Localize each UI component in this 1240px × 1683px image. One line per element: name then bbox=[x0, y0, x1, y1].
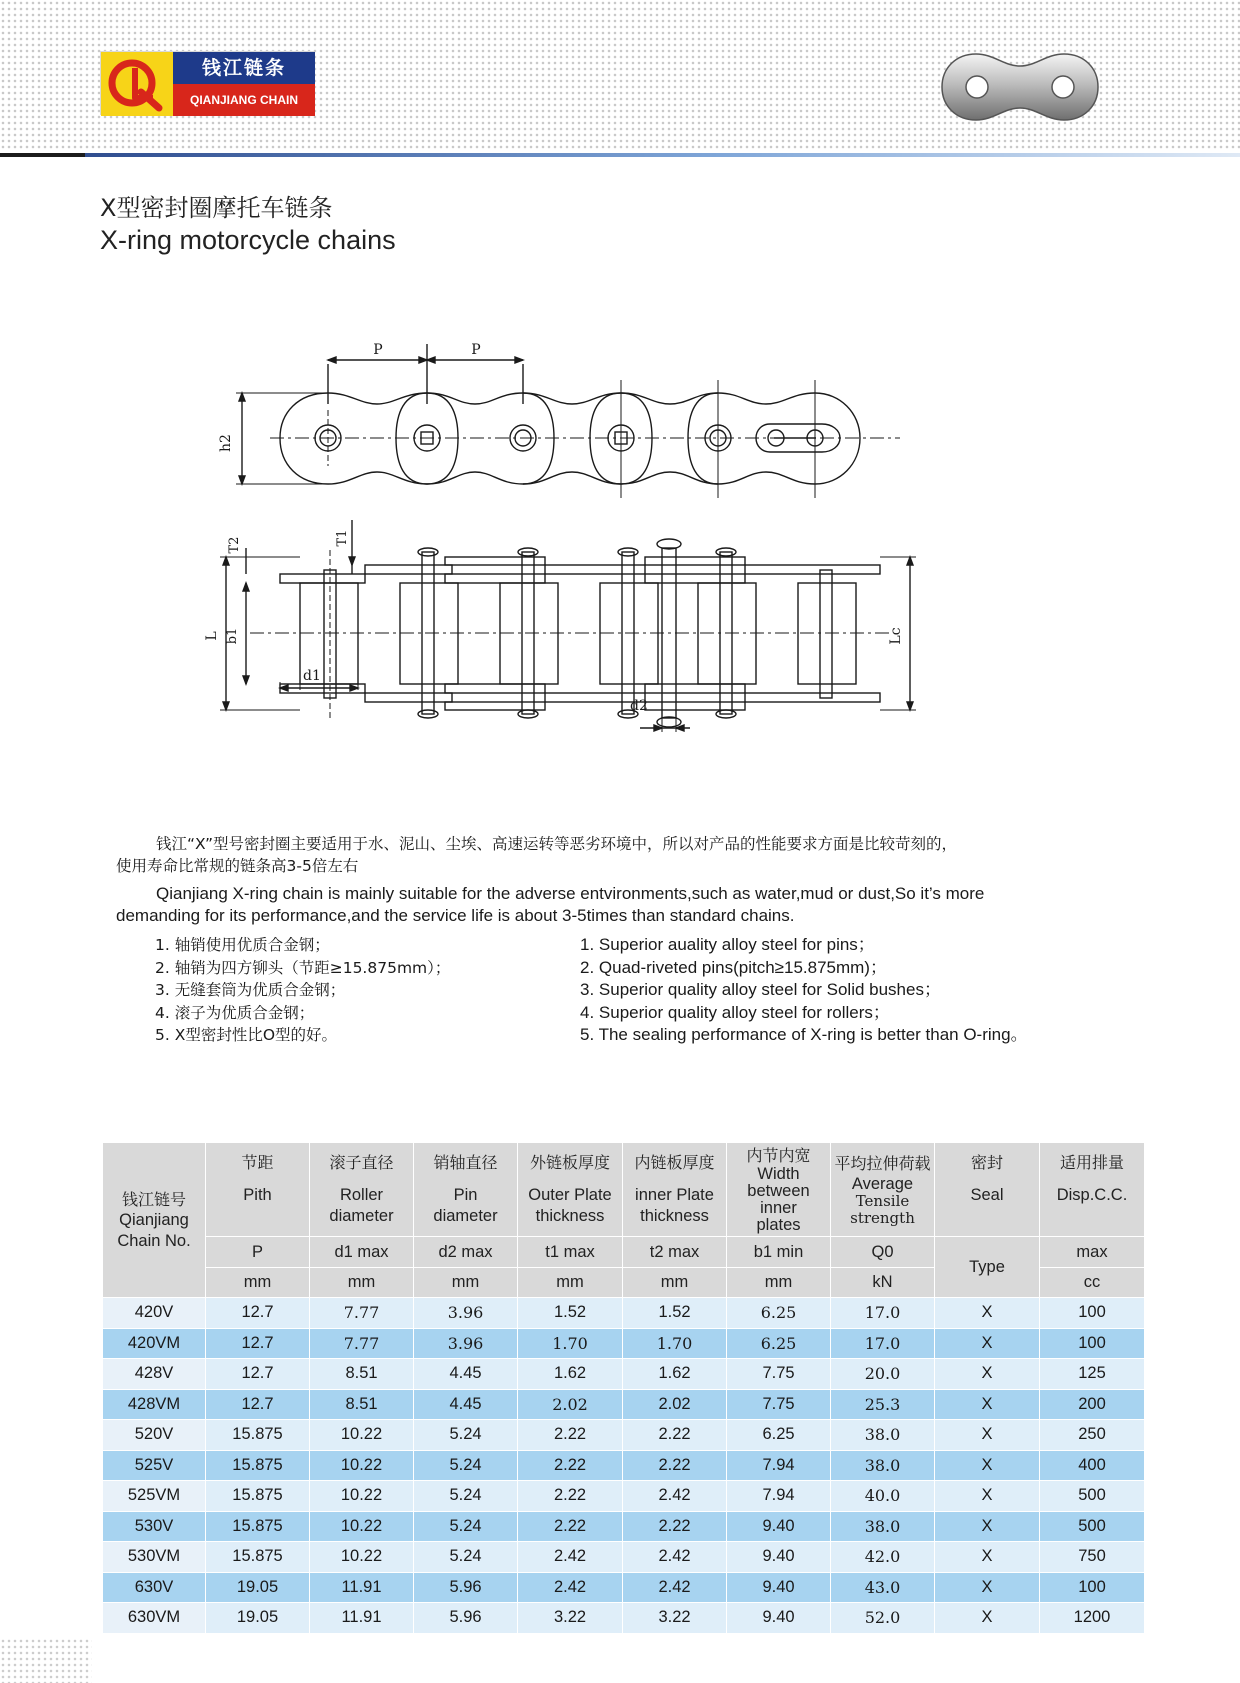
cell-seal: X bbox=[935, 1603, 1040, 1634]
description-en-line-2: demanding for its performance,and the service life is about 3-5times than standard chains. bbox=[116, 906, 795, 925]
col-header-roller-en1: Roller bbox=[339, 1186, 384, 1204]
cell-width: 9.40 bbox=[727, 1603, 831, 1634]
cell-seal: X bbox=[935, 1572, 1040, 1603]
cell-disp: 100 bbox=[1040, 1298, 1145, 1329]
description-en bbox=[116, 883, 1126, 927]
feature-item-cn: 5. X型密封性比O型的好。 bbox=[155, 1026, 338, 1045]
cell-roller: 10.22 bbox=[310, 1481, 414, 1512]
symbol-pitch: P bbox=[206, 1237, 310, 1268]
cell-tensile: 42.0 bbox=[831, 1542, 935, 1573]
footer-dot-pattern bbox=[0, 1638, 92, 1683]
col-header-width-en2: between bbox=[747, 1182, 810, 1200]
cell-roller: 10.22 bbox=[310, 1420, 414, 1451]
symbol-outer: t1 max bbox=[518, 1237, 623, 1268]
cell-tensile: 43.0 bbox=[831, 1572, 935, 1603]
spec-table-body bbox=[103, 1298, 1145, 1634]
t1-label: T1 bbox=[335, 529, 350, 547]
cell-inner: 2.02 bbox=[623, 1389, 727, 1420]
cell-pitch: 15.875 bbox=[206, 1450, 310, 1481]
t2-label: T2 bbox=[227, 536, 242, 554]
cell-width: 6.25 bbox=[727, 1328, 831, 1359]
col-header-disp-cn: 适用排量 bbox=[1059, 1153, 1124, 1172]
cell-tensile: 17.0 bbox=[831, 1298, 935, 1329]
cell-pin: 4.45 bbox=[414, 1389, 518, 1420]
b1-label: b1 bbox=[225, 627, 240, 645]
cell-outer: 1.52 bbox=[518, 1298, 623, 1329]
cell-outer: 2.42 bbox=[518, 1542, 623, 1573]
cell-width: 6.25 bbox=[727, 1298, 831, 1329]
cell-tensile: 52.0 bbox=[831, 1603, 935, 1634]
feature-item-en: 4. Superior quality alloy steel for rollers； bbox=[580, 1002, 890, 1022]
unit-disp: cc bbox=[1040, 1268, 1145, 1298]
chain-link-plate-icon bbox=[940, 52, 1100, 122]
symbol-seal: Type bbox=[935, 1237, 1040, 1298]
col-header-tensile-en3: strength bbox=[850, 1208, 915, 1227]
cell-chain-no: 520V bbox=[103, 1420, 206, 1451]
cell-tensile: 38.0 bbox=[831, 1420, 935, 1451]
cell-disp: 100 bbox=[1040, 1572, 1145, 1603]
unit-pin: mm bbox=[414, 1268, 518, 1298]
chain-technical-drawing bbox=[200, 330, 1000, 750]
cell-seal: X bbox=[935, 1511, 1040, 1542]
col-header-roller-en2: diameter bbox=[329, 1207, 394, 1225]
cell-outer: 2.42 bbox=[518, 1572, 623, 1603]
cell-disp: 100 bbox=[1040, 1328, 1145, 1359]
description-cn-line-2: 使用寿命比常规的链条高3-5倍左右 bbox=[116, 857, 359, 875]
col-header-disp-en: Disp.C.C. bbox=[1056, 1186, 1128, 1204]
col-header-width bbox=[727, 1143, 831, 1237]
feature-item-en: 2. Quad-riveted pins(pitch≥15.875mm)； bbox=[580, 957, 887, 977]
cell-pin: 5.24 bbox=[414, 1511, 518, 1542]
cell-roller: 10.22 bbox=[310, 1511, 414, 1542]
cell-seal: X bbox=[935, 1298, 1040, 1329]
unit-width: mm bbox=[727, 1268, 831, 1298]
col-header-chain-no bbox=[103, 1143, 206, 1298]
cell-chain-no: 630V bbox=[103, 1572, 206, 1603]
cell-seal: X bbox=[935, 1359, 1040, 1390]
cell-tensile: 20.0 bbox=[831, 1359, 935, 1390]
chain-side-view bbox=[204, 520, 916, 732]
col-header-outer-en1: Outer Plate bbox=[528, 1186, 612, 1204]
brand-name-en: QIANJIANG CHAIN bbox=[173, 84, 315, 116]
pitch-label-2: P bbox=[471, 342, 481, 358]
d1-label: d1 bbox=[303, 668, 321, 684]
cell-disp: 500 bbox=[1040, 1511, 1145, 1542]
feature-item-cn: 3. 无缝套筒为优质合金钢； bbox=[155, 981, 346, 1000]
col-header-disp bbox=[1040, 1143, 1145, 1237]
features-list-cn bbox=[155, 934, 450, 1047]
cell-width: 7.94 bbox=[727, 1450, 831, 1481]
h2-label: h2 bbox=[218, 434, 234, 452]
col-header-pin bbox=[414, 1143, 518, 1237]
col-header-tensile-cn: 平均拉伸荷载 bbox=[834, 1153, 931, 1173]
l-label: L bbox=[204, 631, 220, 641]
cell-inner: 2.42 bbox=[623, 1542, 727, 1573]
col-header-outer-plate bbox=[518, 1143, 623, 1237]
feature-item-en: 1. Superior auality alloy steel for pins； bbox=[580, 935, 875, 954]
cell-chain-no: 525V bbox=[103, 1450, 206, 1481]
symbol-disp: max bbox=[1040, 1237, 1145, 1268]
cell-inner: 2.22 bbox=[623, 1511, 727, 1542]
unit-pitch: mm bbox=[206, 1268, 310, 1298]
cell-roller: 7.77 bbox=[310, 1328, 414, 1359]
cell-width: 9.40 bbox=[727, 1542, 831, 1573]
cell-outer: 2.22 bbox=[518, 1450, 623, 1481]
cell-roller: 10.22 bbox=[310, 1542, 414, 1573]
cell-inner: 2.22 bbox=[623, 1450, 727, 1481]
cell-outer: 3.22 bbox=[518, 1603, 623, 1634]
cell-inner: 2.42 bbox=[623, 1481, 727, 1512]
col-header-inner-en1: inner Plate bbox=[635, 1186, 714, 1204]
col-header-pitch-cn: 节距 bbox=[241, 1153, 274, 1172]
cell-width: 7.75 bbox=[727, 1359, 831, 1390]
cell-seal: X bbox=[935, 1389, 1040, 1420]
cell-pin: 3.96 bbox=[414, 1328, 518, 1359]
cell-chain-no: 428VM bbox=[103, 1389, 206, 1420]
cell-pin: 5.24 bbox=[414, 1481, 518, 1512]
col-header-width-en4: plates bbox=[756, 1216, 801, 1234]
unit-inner: mm bbox=[623, 1268, 727, 1298]
lc-label: Lc bbox=[888, 627, 904, 645]
cell-pitch: 15.875 bbox=[206, 1481, 310, 1512]
cell-disp: 500 bbox=[1040, 1481, 1145, 1512]
cell-tensile: 25.3 bbox=[831, 1389, 935, 1420]
cell-pitch: 12.7 bbox=[206, 1389, 310, 1420]
col-header-chain-no-cn: 钱江链号 bbox=[121, 1189, 186, 1209]
col-header-roller bbox=[310, 1143, 414, 1237]
col-header-outer-en2: thickness bbox=[535, 1207, 605, 1225]
cell-tensile: 40.0 bbox=[831, 1481, 935, 1512]
col-header-chain-no-en1: Qianjiang bbox=[119, 1210, 189, 1229]
feature-item-cn: 4. 滚子为优质合金钢； bbox=[155, 1003, 315, 1022]
cell-disp: 125 bbox=[1040, 1359, 1145, 1390]
feature-item-en: 3. Superior quality alloy steel for Solid bushes； bbox=[580, 980, 941, 1000]
cell-pitch: 12.7 bbox=[206, 1298, 310, 1329]
cell-roller: 11.91 bbox=[310, 1572, 414, 1603]
header-rule-accent bbox=[85, 153, 1240, 157]
col-header-width-cn: 内节内宽 bbox=[746, 1146, 811, 1165]
cell-disp: 200 bbox=[1040, 1389, 1145, 1420]
col-header-tensile bbox=[831, 1143, 935, 1237]
unit-roller: mm bbox=[310, 1268, 414, 1298]
table-row bbox=[103, 1603, 1145, 1634]
cell-width: 7.75 bbox=[727, 1389, 831, 1420]
cell-outer: 1.62 bbox=[518, 1359, 623, 1390]
table-row bbox=[103, 1359, 1145, 1390]
pitch-label-1: P bbox=[373, 342, 383, 358]
col-header-inner-cn: 内链板厚度 bbox=[634, 1153, 715, 1172]
col-header-pin-en1: Pin bbox=[453, 1186, 478, 1204]
cell-width: 9.40 bbox=[727, 1511, 831, 1542]
cell-roller: 8.51 bbox=[310, 1389, 414, 1420]
cell-pin: 5.24 bbox=[414, 1420, 518, 1451]
cell-pin: 5.24 bbox=[414, 1542, 518, 1573]
cell-outer: 2.02 bbox=[518, 1389, 623, 1420]
symbol-inner: t2 max bbox=[623, 1237, 727, 1268]
d2-label: d2 bbox=[630, 698, 648, 714]
cell-pitch: 15.875 bbox=[206, 1542, 310, 1573]
features-list-en bbox=[580, 934, 1028, 1047]
table-row bbox=[103, 1542, 1145, 1573]
col-header-pin-cn: 销轴直径 bbox=[433, 1153, 498, 1172]
cell-chain-no: 530V bbox=[103, 1511, 206, 1542]
col-header-inner-en2: thickness bbox=[640, 1207, 709, 1225]
cell-pitch: 19.05 bbox=[206, 1603, 310, 1634]
cell-seal: X bbox=[935, 1450, 1040, 1481]
cell-chain-no: 530VM bbox=[103, 1542, 206, 1573]
col-header-pin-en2: diameter bbox=[433, 1207, 498, 1225]
col-header-tensile-en1: Average bbox=[851, 1174, 914, 1193]
cell-width: 6.25 bbox=[727, 1420, 831, 1451]
cell-disp: 250 bbox=[1040, 1420, 1145, 1451]
cell-outer: 2.22 bbox=[518, 1511, 623, 1542]
cell-inner: 2.42 bbox=[623, 1572, 727, 1603]
cell-seal: X bbox=[935, 1481, 1040, 1512]
cell-inner: 2.22 bbox=[623, 1420, 727, 1451]
cell-outer: 2.22 bbox=[518, 1481, 623, 1512]
cell-inner: 1.70 bbox=[623, 1328, 727, 1359]
cell-outer: 1.70 bbox=[518, 1328, 623, 1359]
page-title-cn: X型密封圈摩托车链条 bbox=[100, 194, 333, 222]
unit-outer: mm bbox=[518, 1268, 623, 1298]
cell-inner: 1.52 bbox=[623, 1298, 727, 1329]
cell-pin: 3.96 bbox=[414, 1298, 518, 1329]
cell-chain-no: 630VM bbox=[103, 1603, 206, 1634]
description-en-line-1: Qianjiang X-ring chain is mainly suitable for the adverse entvironments,such as water,mud or dust,So it’s more bbox=[156, 884, 985, 903]
spec-table bbox=[102, 1142, 1145, 1634]
cell-roller: 7.77 bbox=[310, 1298, 414, 1329]
cell-pin: 5.24 bbox=[414, 1450, 518, 1481]
cell-inner: 3.22 bbox=[623, 1603, 727, 1634]
table-row bbox=[103, 1572, 1145, 1603]
cell-tensile: 38.0 bbox=[831, 1450, 935, 1481]
col-header-chain-no-en2: Chain No. bbox=[117, 1231, 191, 1250]
brand-logo bbox=[100, 51, 314, 115]
cell-chain-no: 420V bbox=[103, 1298, 206, 1329]
cell-pin: 5.96 bbox=[414, 1603, 518, 1634]
col-header-width-en3: inner bbox=[760, 1199, 797, 1217]
col-header-pitch-en: Pith bbox=[243, 1186, 272, 1204]
page-title-en: X-ring motorcycle chains bbox=[100, 225, 396, 255]
cell-pitch: 15.875 bbox=[206, 1511, 310, 1542]
cell-pitch: 12.7 bbox=[206, 1359, 310, 1390]
cell-inner: 1.62 bbox=[623, 1359, 727, 1390]
table-row bbox=[103, 1511, 1145, 1542]
table-row bbox=[103, 1298, 1145, 1329]
cell-seal: X bbox=[935, 1328, 1040, 1359]
table-row bbox=[103, 1420, 1145, 1451]
cell-roller: 8.51 bbox=[310, 1359, 414, 1390]
table-row bbox=[103, 1481, 1145, 1512]
cell-disp: 400 bbox=[1040, 1450, 1145, 1481]
cell-pitch: 19.05 bbox=[206, 1572, 310, 1603]
cell-pin: 4.45 bbox=[414, 1359, 518, 1390]
feature-item-cn: 1. 轴销使用优质合金钢； bbox=[155, 936, 330, 954]
cell-chain-no: 428V bbox=[103, 1359, 206, 1390]
cell-pitch: 15.875 bbox=[206, 1420, 310, 1451]
chain-top-view bbox=[218, 342, 900, 498]
col-header-roller-cn: 滚子直径 bbox=[329, 1153, 394, 1172]
col-header-seal-cn: 密封 bbox=[970, 1153, 1003, 1172]
brand-name-cn: 钱江链条 bbox=[173, 52, 315, 84]
cell-seal: X bbox=[935, 1420, 1040, 1451]
qj-monogram-icon bbox=[101, 52, 173, 116]
table-row bbox=[103, 1389, 1145, 1420]
cell-tensile: 17.0 bbox=[831, 1328, 935, 1359]
unit-tensile: kN bbox=[831, 1268, 935, 1298]
cell-pitch: 12.7 bbox=[206, 1328, 310, 1359]
cell-chain-no: 420VM bbox=[103, 1328, 206, 1359]
cell-roller: 10.22 bbox=[310, 1450, 414, 1481]
cell-tensile: 38.0 bbox=[831, 1511, 935, 1542]
description-cn bbox=[116, 833, 1126, 877]
cell-width: 9.40 bbox=[727, 1572, 831, 1603]
cell-width: 7.94 bbox=[727, 1481, 831, 1512]
cell-seal: X bbox=[935, 1542, 1040, 1573]
col-header-inner-plate bbox=[623, 1143, 727, 1237]
symbol-roller: d1 max bbox=[310, 1237, 414, 1268]
feature-item-en: 5. The sealing performance of X-ring is better than O-ring。 bbox=[580, 1025, 1028, 1045]
cell-outer: 2.22 bbox=[518, 1420, 623, 1451]
col-header-seal bbox=[935, 1143, 1040, 1237]
symbol-tensile: Q0 bbox=[831, 1237, 935, 1268]
col-header-pitch bbox=[206, 1143, 310, 1237]
cell-roller: 11.91 bbox=[310, 1603, 414, 1634]
col-header-tensile-en2: Tensile bbox=[855, 1191, 910, 1210]
col-header-outer-cn: 外链板厚度 bbox=[529, 1153, 610, 1172]
feature-item-cn: 2. 轴销为四方铆头（节距≥15.875mm）； bbox=[155, 958, 451, 977]
table-row bbox=[103, 1450, 1145, 1481]
description-cn-line-1: 钱江“X”型号密封圈主要适用于水、泥山、尘埃、高速运转等恶劣环境中，所以对产品的性能要求方面是比较苛刻的， bbox=[156, 835, 958, 853]
cell-pin: 5.96 bbox=[414, 1572, 518, 1603]
symbol-pin: d2 max bbox=[414, 1237, 518, 1268]
col-header-seal-en: Seal bbox=[970, 1186, 1004, 1204]
cell-disp: 750 bbox=[1040, 1542, 1145, 1573]
cell-chain-no: 525VM bbox=[103, 1481, 206, 1512]
cell-disp: 1200 bbox=[1040, 1603, 1145, 1634]
symbol-width: b1 min bbox=[727, 1237, 831, 1268]
col-header-width-en1: Width bbox=[757, 1165, 800, 1183]
table-row bbox=[103, 1328, 1145, 1359]
header-rule bbox=[0, 153, 85, 157]
